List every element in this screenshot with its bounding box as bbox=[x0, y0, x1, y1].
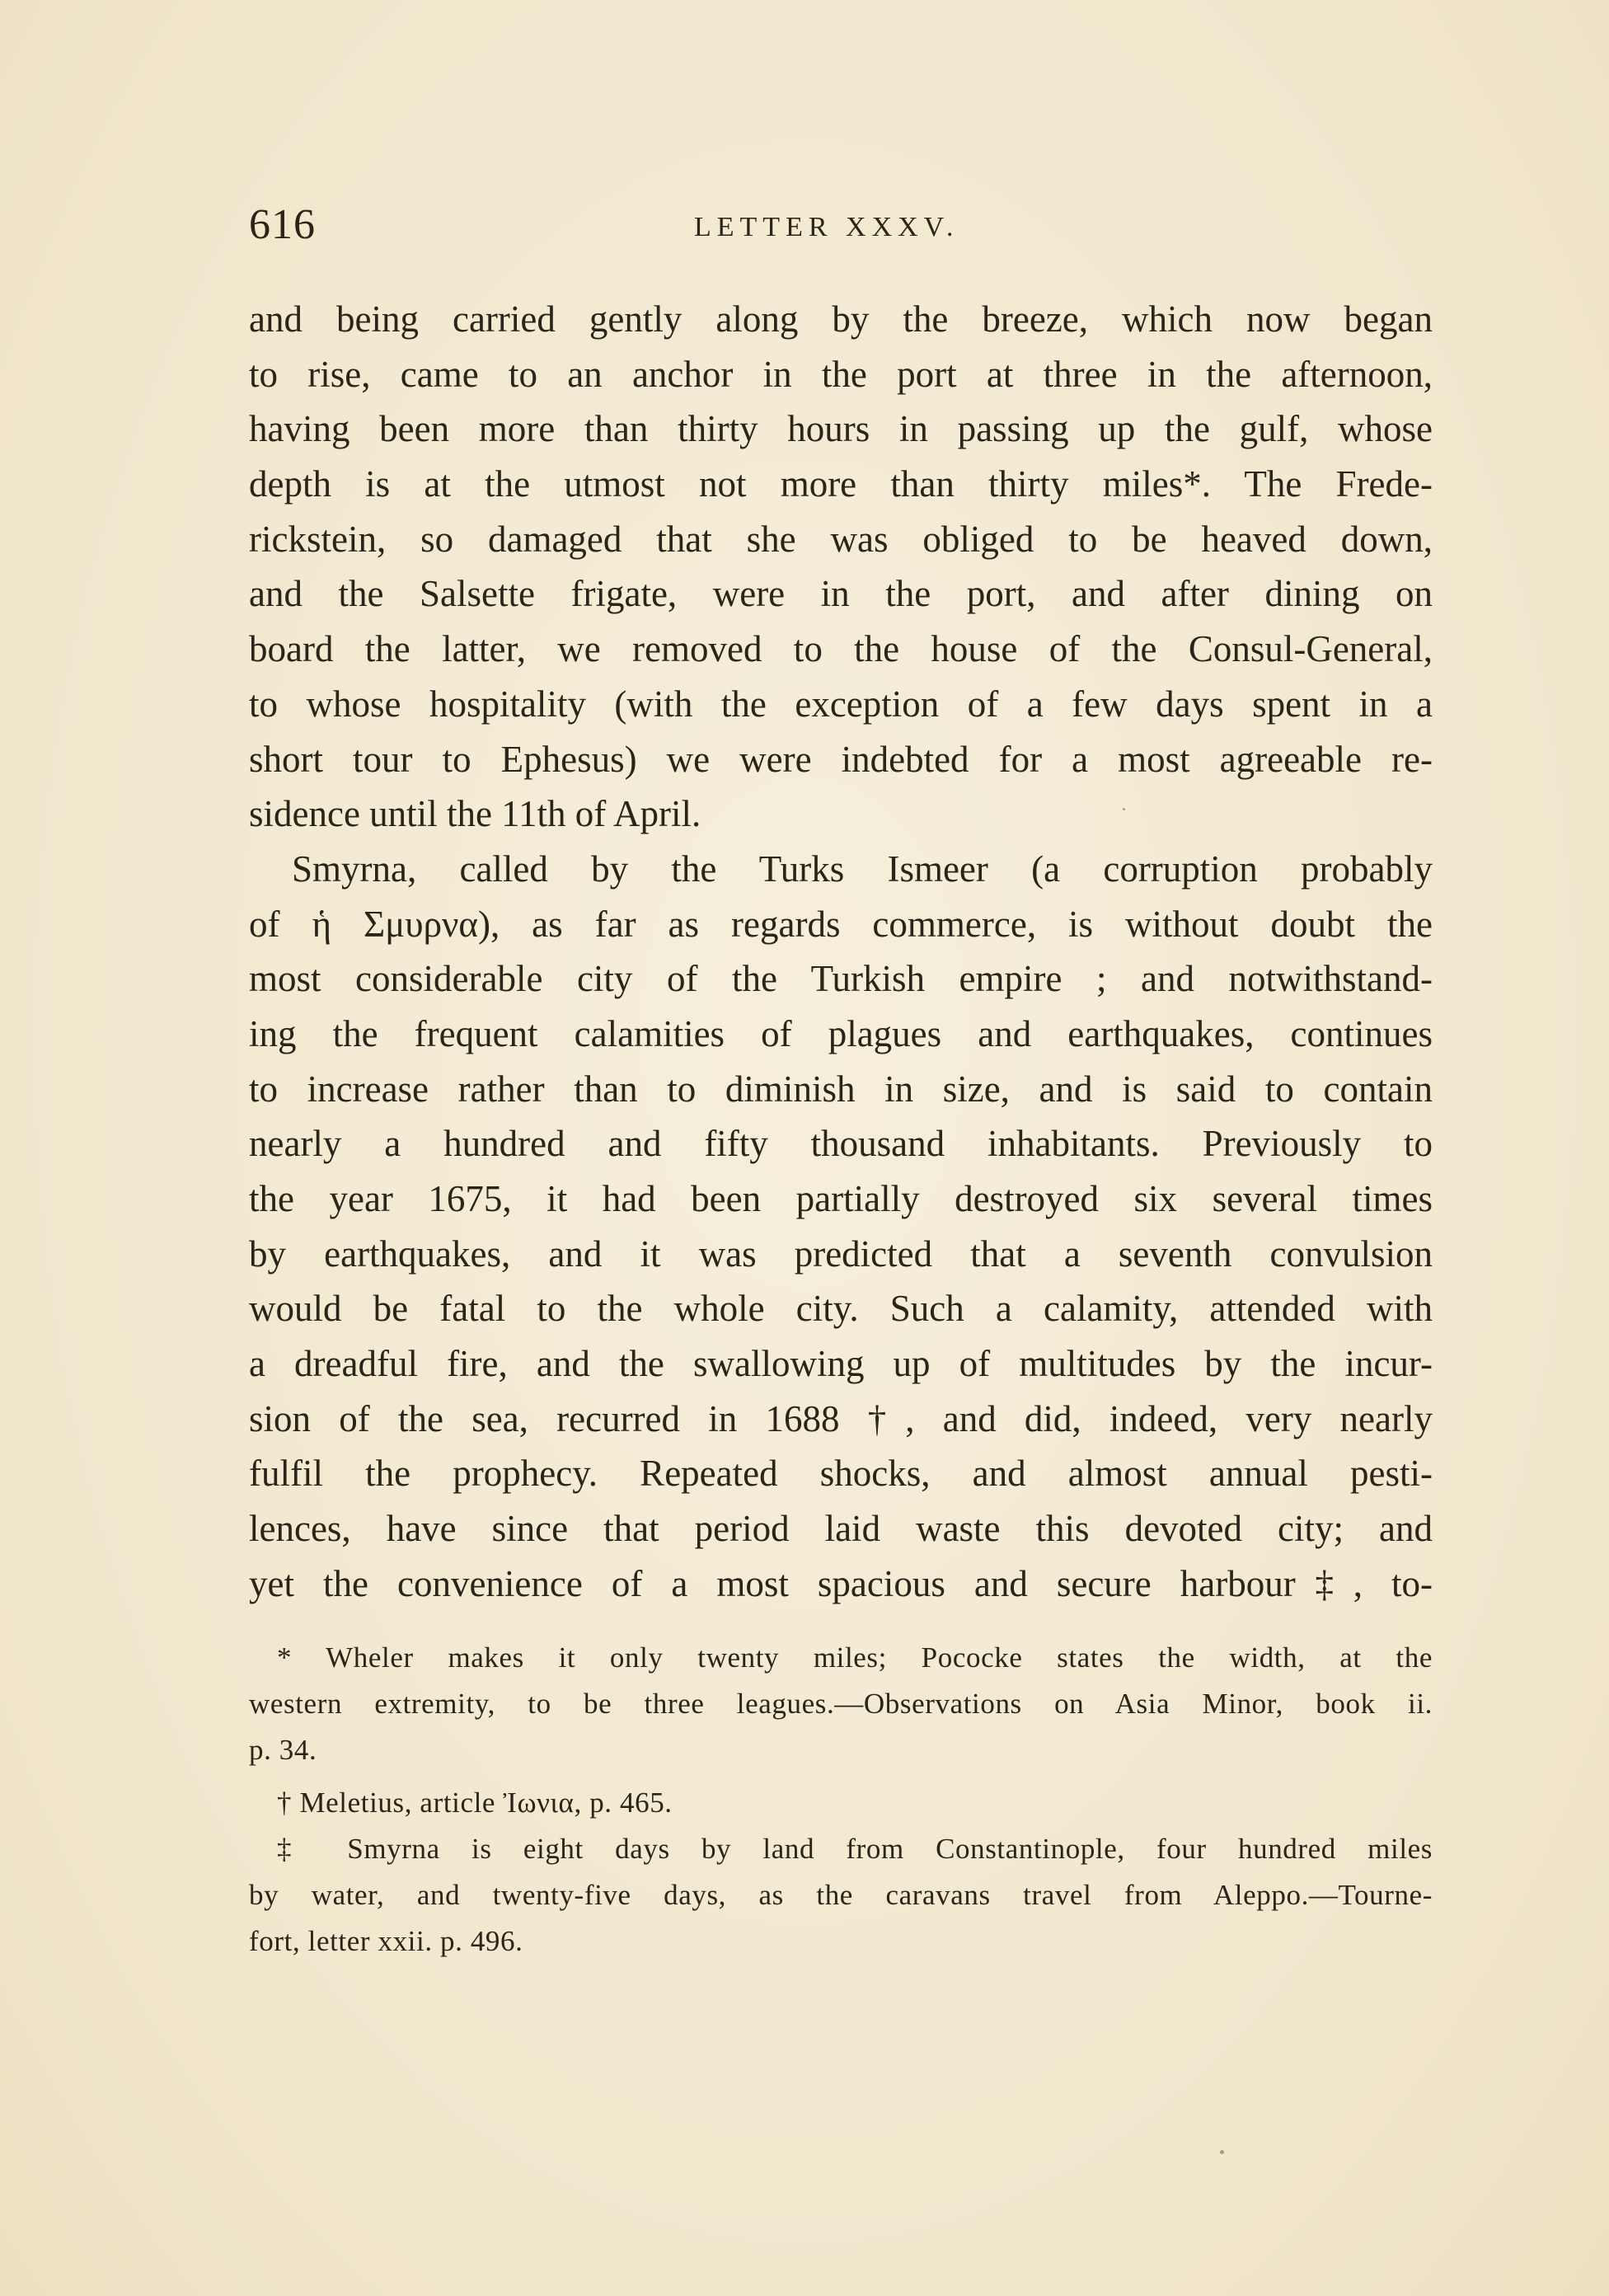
text-line: and being carried gently along by the breeze, which now began bbox=[249, 298, 1433, 340]
footnote-line: by water, and twenty-five days, as the caravans travel from Aleppo.—Tourne- bbox=[249, 1879, 1433, 1911]
text-line: fulfil the prophecy. Repeated shocks, and almost annual pesti- bbox=[249, 1453, 1433, 1495]
paragraph-start-line: Smyrna, called by the Turks Ismeer (a corruption probably bbox=[292, 848, 1433, 890]
text-line: to whose hospitality (with the exception of a few days spent in a bbox=[249, 683, 1433, 725]
paper-speck bbox=[1220, 2150, 1224, 2154]
footnote-line: * Wheler makes it only twenty miles; Pococke states the width, at the bbox=[277, 1641, 1433, 1674]
footnote-line: fort, letter xxii. p. 496. bbox=[249, 1925, 523, 1957]
text-line: depth is at the utmost not more than thirty miles*. The Frede- bbox=[249, 463, 1433, 505]
text-line: would be fatal to the whole city. Such a calamity, attended with bbox=[249, 1288, 1433, 1330]
text-line: short tour to Ephesus) we were indebted for a most agreeable re- bbox=[249, 738, 1433, 780]
text-line: yet the convenience of a most spacious and secure harbour‡, to- bbox=[249, 1562, 1433, 1604]
paper-speck bbox=[1123, 808, 1125, 810]
text-line: most considerable city of the Turkish empire ; and notwithstand- bbox=[249, 958, 1433, 1000]
body-text bbox=[249, 292, 1433, 1612]
text-line: having been more than thirty hours in passing up the gulf, whose bbox=[249, 408, 1433, 450]
footnote-line: † Meletius, article Ἰωνια, p. 465. bbox=[277, 1787, 673, 1819]
text-line: nearly a hundred and fifty thousand inhabitants. Previously to bbox=[249, 1123, 1433, 1165]
text-line: a dreadful fire, and the swallowing up of multitudes by the incur- bbox=[249, 1343, 1433, 1385]
page-header bbox=[249, 196, 1436, 254]
running-title: LETTER XXXV. bbox=[694, 212, 959, 242]
text-line: to increase rather than to diminish in size, and is said to contain bbox=[249, 1068, 1433, 1110]
text-line: of ἡ Σμυρνα), as far as regards commerce, is without doubt the bbox=[249, 903, 1433, 945]
text-line: by earthquakes, and it was predicted that a seventh convulsion bbox=[249, 1233, 1433, 1275]
text-line: board the latter, we removed to the house of the Consul-General, bbox=[249, 628, 1433, 670]
footnotes bbox=[249, 1635, 1433, 1965]
page-number: 616 bbox=[249, 201, 316, 248]
text-line: sion of the sea, recurred in 1688 †, and did, indeed, very nearly bbox=[249, 1397, 1433, 1439]
footnote-line: p. 34. bbox=[249, 1734, 317, 1766]
text-line: sidence until the 11th of April. bbox=[249, 793, 701, 835]
footnote-line: ‡ Smyrna is eight days by land from Constantinople, four hundred miles bbox=[277, 1833, 1433, 1865]
text-line: to rise, came to an anchor in the port at three in the afternoon, bbox=[249, 353, 1433, 395]
text-line: rickstein, so damaged that she was obliged to be heaved down, bbox=[249, 518, 1433, 560]
footnote-line: western extremity, to be three leagues.—Observations on Asia Minor, book ii. bbox=[249, 1688, 1433, 1720]
text-line: the year 1675, it had been partially destroyed six several times bbox=[249, 1178, 1433, 1219]
text-line: and the Salsette frigate, were in the port, and after dining on bbox=[249, 573, 1433, 615]
text-line: lences, have since that period laid waste this devoted city; and bbox=[249, 1508, 1433, 1550]
text-line: ing the frequent calamities of plagues and earthquakes, continues bbox=[249, 1012, 1433, 1054]
